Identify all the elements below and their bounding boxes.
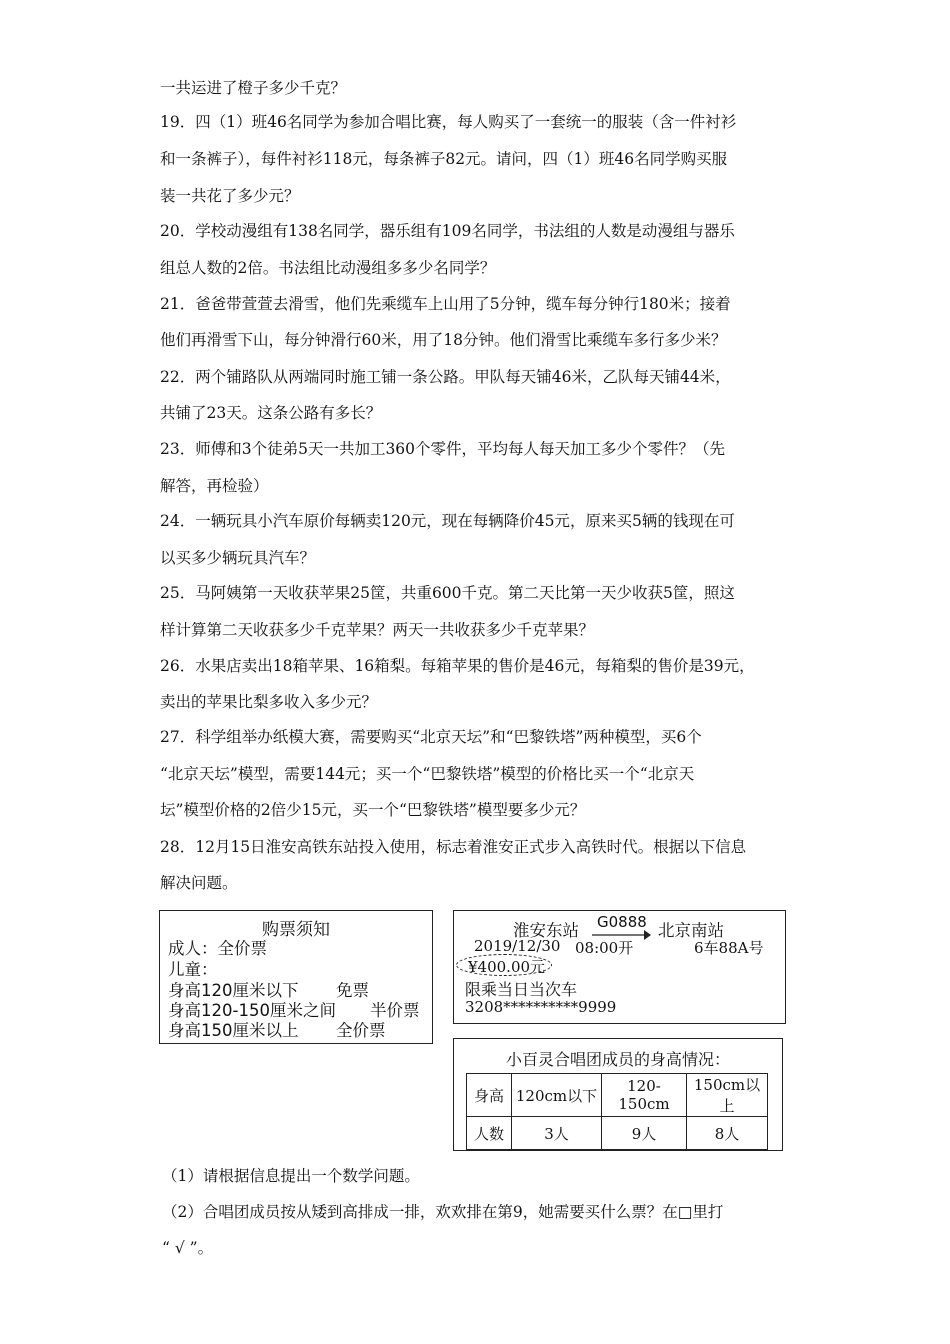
notice-row-value: 半价票 bbox=[370, 1001, 420, 1020]
text-line: 解决问题。 bbox=[160, 874, 238, 892]
table-cell: 150cm以上 bbox=[687, 1074, 768, 1117]
text-line: 组总人数的2倍。书法组比动漫组多多少名同学？ bbox=[160, 259, 496, 277]
ticket-train: G0888 bbox=[597, 913, 647, 931]
text-line: 共铺了23天。这条公路有多长？ bbox=[160, 404, 382, 422]
height-table bbox=[466, 1073, 768, 1150]
text-line: 25．马阿姨第一天收获苹果25筐，共重600千克。第二天比第一天少收获5筐，照这 bbox=[160, 584, 735, 602]
table-cell: 120-150cm bbox=[602, 1074, 687, 1117]
table-row bbox=[467, 1117, 768, 1150]
text-line: 他们再滑雪下山，每分钟滑行60米，用了18分钟。他们滑雪比乘缆车多行多少米？ bbox=[160, 331, 727, 349]
ticket-notice-box bbox=[159, 910, 433, 1044]
table-row bbox=[467, 1074, 768, 1117]
train-ticket bbox=[453, 910, 786, 1024]
ticket-time: 08:00开 bbox=[575, 939, 634, 957]
notice-title: 购票须知 bbox=[262, 920, 330, 940]
notice-row-value: 免票 bbox=[336, 981, 369, 1000]
table-cell: 8人 bbox=[687, 1117, 768, 1150]
ticket-note: 限乘当日当次车 bbox=[465, 980, 578, 999]
text-line: 卖出的苹果比梨多收入多少元？ bbox=[160, 693, 378, 711]
height-table-box bbox=[453, 1038, 783, 1151]
text-line: 19．四（1）班46名同学为参加合唱比赛，每人购买了一套统一的服装（含一件衬衫 bbox=[160, 113, 737, 131]
table-cell: 人数 bbox=[467, 1117, 512, 1150]
text-line: 21．爸爸带萱萱去滑雪，他们先乘缆车上山用了5分钟，缆车每分钟行180米；接着 bbox=[160, 295, 731, 313]
text-line: 27．科学组举办纸模大赛，需要购买“北京天坛”和“巴黎铁塔”两种模型，买6个 bbox=[160, 728, 702, 746]
notice-row-label: 身高120-150厘米之间 bbox=[168, 1001, 336, 1020]
text-line: 装一共花了多少元？ bbox=[160, 187, 300, 205]
ticket-price: ¥400.00元 bbox=[468, 958, 546, 976]
text-line: 坛”模型价格的2倍少15元，买一个“巴黎铁塔”模型要多少元？ bbox=[160, 801, 586, 819]
text-line: 28．12月15日淮安高铁东站投入使用，标志着淮安正式步入高铁时代。根据以下信息 bbox=[160, 838, 747, 856]
text-line: 24．一辆玩具小汽车原价每辆卖120元，现在每辆降价45元，原来买5辆的钱现在可 bbox=[160, 512, 735, 530]
ticket-date: 2019/12/30 bbox=[474, 937, 561, 955]
text-line: 22．两个铺路队从两端同时施工铺一条公路。甲队每天铺46米，乙队每天铺44米， bbox=[160, 368, 731, 386]
text-line: 样计算第二天收获多少千克苹果？两天一共收获多少千克苹果？ bbox=[160, 621, 595, 639]
ticket-seat: 6车88A号 bbox=[694, 939, 764, 957]
table-cell: 120cm以下 bbox=[512, 1074, 602, 1117]
text-line: 23．师傅和3个徒弟5天一共加工360个零件，平均每人每天加工多少个零件？（先 bbox=[160, 440, 726, 458]
table-cell: 9人 bbox=[602, 1117, 687, 1150]
notice-row-label: 身高120厘米以下 bbox=[168, 981, 299, 1000]
text-line: “北京天坛”模型，需要144元；买一个“巴黎铁塔”模型的价格比买一个“北京天 bbox=[160, 765, 695, 783]
question-2: （2）合唱团成员按从矮到高排成一排，欢欢排在第9，她需要买什么票？在□里打 bbox=[162, 1203, 724, 1221]
table-cell: 身高 bbox=[467, 1074, 512, 1117]
text-line: 和一条裤子），每件衬衫118元，每条裤子82元。请问，四（1）班46名同学购买服 bbox=[160, 150, 728, 168]
ticket-from: 淮安东站 bbox=[513, 921, 579, 940]
text-line: 26．水果店卖出18箱苹果、16箱梨。每箱苹果的售价是46元，每箱梨的售价是39元， bbox=[160, 657, 755, 675]
text-line: 20．学校动漫组有138名同学，器乐组有109名同学，书法组的人数是动漫组与器乐 bbox=[160, 222, 735, 240]
ticket-id: 3208**********9999 bbox=[465, 998, 617, 1016]
height-table-title: 小百灵合唱团成员的身高情况： bbox=[505, 1050, 730, 1069]
notice-row-value: 全价票 bbox=[336, 1021, 386, 1040]
text-line: 一共运进了橙子多少千克？ bbox=[160, 79, 347, 97]
table-cell: 3人 bbox=[512, 1117, 602, 1150]
question-1: （1）请根据信息提出一个数学问题。 bbox=[162, 1167, 420, 1185]
notice-adult: 成人：全价票 bbox=[168, 939, 267, 958]
text-line: 解答，再检验） bbox=[160, 477, 269, 495]
notice-child: 儿童： bbox=[168, 960, 218, 979]
ticket-to: 北京南站 bbox=[658, 921, 724, 940]
question-2-cont: “ √ ”。 bbox=[162, 1239, 214, 1257]
notice-row-label: 身高150厘米以上 bbox=[168, 1021, 299, 1040]
text-line: 以买多少辆玩具汽车？ bbox=[160, 549, 316, 567]
